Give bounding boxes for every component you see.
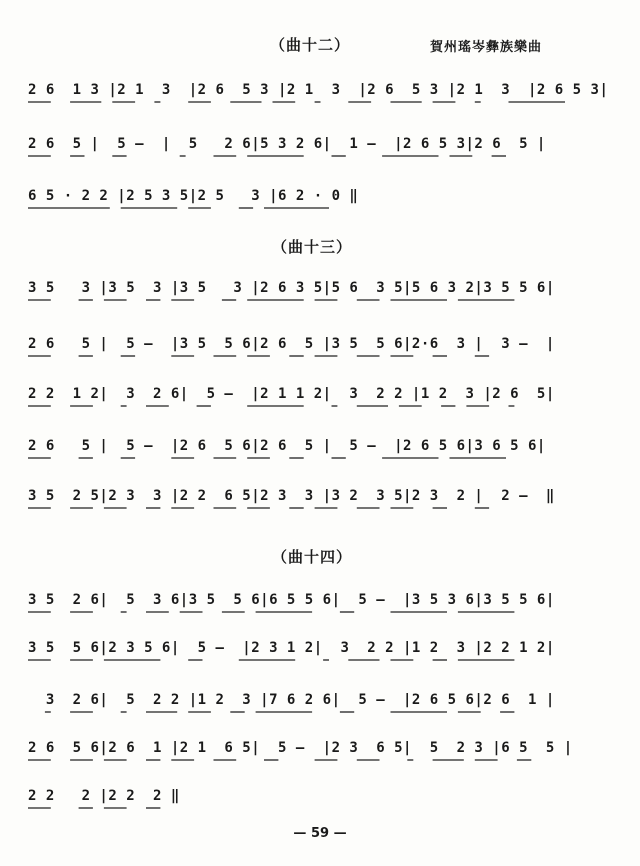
notes: 2 6 5 | 5 — |3 5 5 6|2 6 5 |3 5 5 6|2·6 3 | 3 — | [28, 336, 555, 352]
score-line-13-5 [28, 486, 612, 520]
tune-12-title: （曲十二） [270, 36, 351, 54]
notes: 2 6 5 6|2 6 1 |2 1 6 5| 5 — |2 3 6 5| 5 2 3 |6 5 5 | [28, 740, 573, 756]
notes: 6 5 · 2 2 |2 5 3 5|2 5 3 |6 2 · 0 ‖ [28, 188, 359, 204]
notes: 2 2 1 2| 3 2 6| 5 — |2 1 1 2| 3 2 2 |1 2 3 |2 6 5| [28, 386, 555, 402]
score-line-14-1 [28, 590, 612, 624]
score-line-13-4 [28, 436, 612, 470]
notes: 2 6 1 3 |2 1 3 |2 6 5 3 |2 1 3 |2 6 5 3 |2 1 3 |2 6 5 3| [28, 82, 609, 98]
notes: 3 5 3 |3 5 3 |3 5 3 |2 6 3 5|5 6 3 5|5 6 3 2|3 5 5 6| [28, 280, 555, 296]
page-number: — 59 — [293, 826, 347, 841]
score-line-12-3 [28, 186, 612, 220]
score-line-14-2 [28, 638, 612, 672]
score-line-13-1 [28, 278, 612, 312]
notes: 3 2 6| 5 2 2 |1 2 3 |7 6 2 6| 5 — |2 6 5 6|2 6 1 | [28, 692, 555, 708]
score-line-14-4 [28, 738, 612, 772]
score-line-13-2 [28, 334, 612, 368]
notes: 3 5 2 6| 5 3 6|3 5 5 6|6 5 5 6| 5 — |3 5 3 6|3 5 5 6| [28, 592, 555, 608]
tune-13-title: （曲十三） [272, 238, 353, 256]
score-line-12-1 [28, 80, 612, 114]
score-line-12-2 [28, 134, 612, 168]
notes: 2 6 5 | 5 — |2 6 5 6|2 6 5 | 5 — |2 6 5 6|3 6 5 6| [28, 438, 546, 454]
notes: 2 2 2 |2 2 2 ‖ [28, 788, 180, 804]
score-line-14-3 [28, 690, 612, 724]
notes: 2 6 5 | 5 — | 5 2 6|5 3 2 6| 1 — |2 6 5 3|2 6 5 | [28, 136, 546, 152]
notes: 3 5 2 5|2 3 3 |2 2 6 5|2 3 3 |3 2 3 5|2 3 2 | 2 — ‖ [28, 488, 555, 504]
score-line-14-5 [28, 786, 612, 820]
tune-14-title: （曲十四） [272, 548, 353, 566]
notes: 3 5 5 6|2 3 5 6| 5 — |2 3 1 2| 3 2 2 |1 2 3 |2 2 1 2| [28, 640, 555, 656]
score-line-13-3 [28, 384, 612, 418]
collection-caption: 賀州瑤岑彝族樂曲 [430, 40, 543, 55]
